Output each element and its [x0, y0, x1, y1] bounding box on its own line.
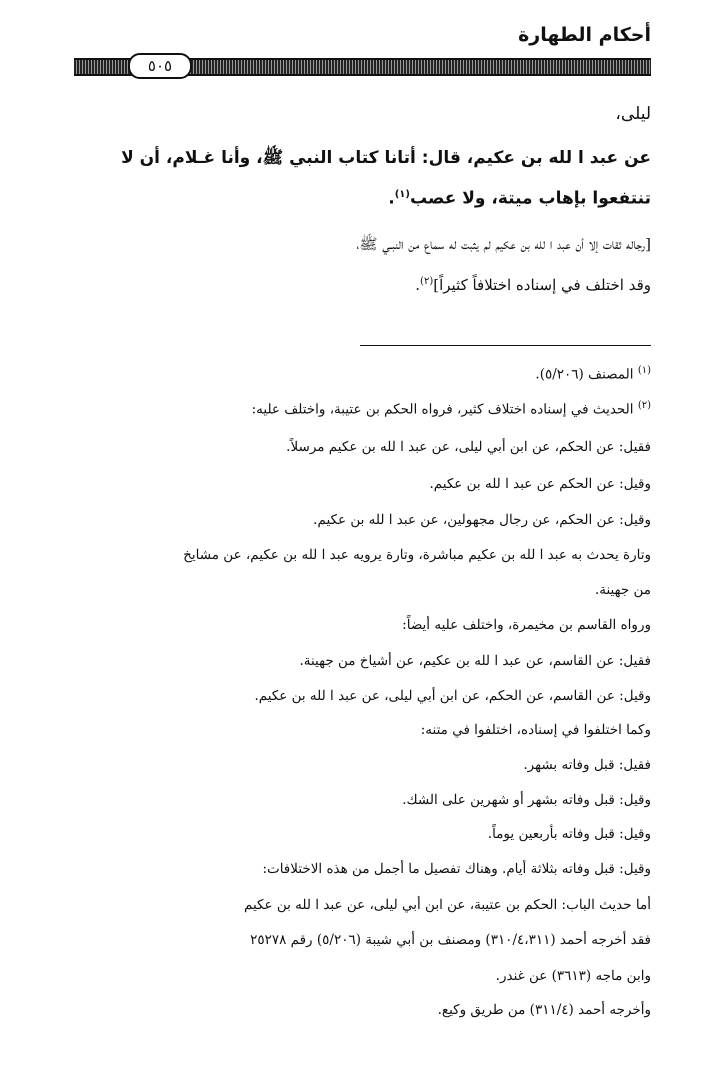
- hadith-text-line-2-end: .: [388, 188, 395, 209]
- footnote-text: المصنف (٥/٢٠٦).: [535, 366, 638, 383]
- hadith-text-line-2: [388, 190, 651, 208]
- footnote-text: الحديث في إسناده اختلاف كثير، فرواه الحكم بن عتيبة، واختلف عليه:: [251, 401, 638, 418]
- running-header-title: أحكام الطهارة: [518, 24, 651, 46]
- footnote-line: وقيل: قبل وفاته بثلاثة أيام. وهناك تفصيل ما أجمل من هذه الاختلافات:: [262, 861, 651, 877]
- footnote-line: وقيل: قبل وفاته بأربعين يوماً.: [487, 826, 651, 842]
- footnote-line: وقيل: عن الحكم عن عبد ا لله بن عكيم.: [429, 476, 651, 492]
- footnote-line: وابن ماجه (٣٦١٣) عن غندر.: [495, 968, 651, 984]
- narrators-note-line-1: [رجاله ثقات إلا أن عبد ا لله بن عكيم لم يثبت له سماع من النبـي ﷺ،: [356, 235, 651, 253]
- footnote-line: فقيل: قبل وفاته بشهر.: [523, 757, 651, 773]
- footnote-marker: (١): [637, 365, 651, 376]
- page-number: ٥٠٥: [128, 53, 192, 79]
- footnote-line: أما حديث الباب: الحكم بن عتيبة، عن ابن أبي ليلى، عن عبد ا لله بن عكيم: [243, 897, 651, 913]
- footnote-line: وقيل: قبل وفاته بشهر أو شهرين على الشك.: [402, 792, 651, 808]
- footnote-line: وكما اختلفوا في إسناده، اختلفوا في متنه:: [420, 722, 651, 738]
- narrators-note-line-2: [415, 277, 651, 293]
- narrators-note-line-2-body: وقد اختلف في إسناده اختلافاً كثيراً]: [433, 276, 651, 294]
- footnote-line: فقيل: عن القاسم، عن عبد ا لله بن عكيم، عن أشياخ من جهينة.: [299, 653, 651, 669]
- footnote-ref-2: (٢): [420, 276, 434, 287]
- footnote-line: فقد أخرجه أحمد (٣١٠/٤،٣١١) ومصنف بن أبي شيبة (٥/٢٠٦) رقم ٢٥٢٧٨: [250, 932, 651, 948]
- footnote-line: وقيل: عن القاسم، عن الحكم، عن ابن أبي ليلى، عن عبد ا لله بن عكيم.: [254, 688, 651, 704]
- footnote-ref-1: (١): [394, 189, 410, 200]
- footnote-1: [535, 366, 651, 382]
- text-line-continuation: ليلى،: [615, 104, 651, 124]
- narrators-note-line-2-end: .: [415, 276, 421, 294]
- hadith-text-line-1: عن عبد ا لله بن عكيم، قال: أتانا كتاب النبي ﷺ، وأنا غـلام، أن لا: [121, 148, 651, 168]
- footnote-line: وأخرجه أحمد (٣١١/٤) من طريق وكيع.: [437, 1002, 651, 1018]
- footnote-2: [252, 401, 651, 417]
- footnote-marker: (٢): [637, 400, 651, 411]
- footnote-line: فقيل: عن الحكم، عن ابن أبي ليلى، عن عبد ا لله بن عكيم مرسلاً.: [286, 439, 651, 455]
- footnote-line: من جهينة.: [594, 582, 651, 598]
- footnote-line: وقيل: عن الحكم، عن رجال مجهولين، عن عبد ا لله بن عكيم.: [313, 512, 651, 528]
- footnote-line: ورواه القاسم بن مخيمرة، واختلف عليه أيضاً:: [402, 617, 651, 633]
- footnote-separator: [360, 345, 651, 346]
- hadith-text-line-2-body: تنتفعوا بإهاب ميتة، ولا عصب: [409, 188, 651, 209]
- footnote-line: وتارة يحدث به عبد ا لله بن عكيم مباشرة، وتارة يرويه عبد ا لله بن عكيم، عن مشايخ: [183, 547, 651, 563]
